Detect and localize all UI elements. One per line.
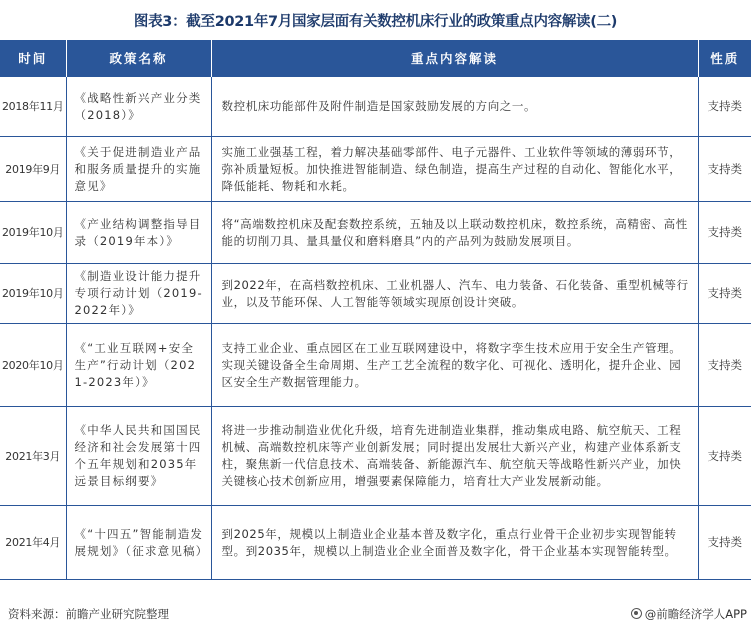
cell-key-content: 到2022年，在高档数控机床、工业机器人、汽车、电力装备、石化装备、重型机械等行业，以及节能环保、人工智能等领域实现原创设计突破。 [211,264,698,324]
cell-key-content: 数控机床功能部件及附件制造是国家鼓励发展的方向之一。 [211,77,698,137]
policy-table [0,40,751,580]
cell-time: 2019年10月 [0,264,66,324]
header-policy-name: 政策名称 [66,40,211,77]
cell-policy-name: 《产业结构调整指导目录（2019年本）》 [66,202,211,264]
header-time: 时间 [0,40,66,77]
table-row [0,407,751,506]
cell-key-content: 将进一步推动制造业优化升级，培育先进制造业集群，推动集成电路、航空航天、工程机械、高端数控机床等产业创新发展；同时提出发展壮大新兴产业，构建产业体系新支柱，聚焦新一代信息技术、高端装备、新能源汽车、航空航天等战略性新兴产业，加快关键核心技术创新应用，增强要素保障能力，培育壮大产业发展新动能。 [211,407,698,506]
table-row [0,324,751,407]
table-row [0,264,751,324]
cell-time: 2021年4月 [0,506,66,580]
cell-nature: 支持类 [698,324,751,407]
cell-time: 2018年11月 [0,77,66,137]
table-row [0,506,751,580]
header-nature: 性质 [698,40,751,77]
credit [631,606,747,622]
cell-time: 2021年3月 [0,407,66,506]
table-row [0,137,751,202]
table-header-row [0,40,751,77]
cell-policy-name: 《中华人民共和国国民经济和社会发展第十四个五年规划和2035年远景目标纲要》 [66,407,211,506]
chart-title: 图表3：截至2021年7月国家层面有关数控机床行业的政策重点内容解读(二) [133,13,618,30]
cell-key-content: 实施工业强基工程，着力解决基础零部件、电子元器件、工业软件等领域的薄弱环节，弥补质量短板。加快推进智能制造、绿色制造，提高生产过程的自动化、智能化水平，降低能耗、物耗和水耗。 [211,137,698,202]
cell-policy-name: 《“工业互联网+安全生产”行动计划（2021-2023年）》 [66,324,211,407]
cell-key-content: 支持工业企业、重点园区在工业互联网建设中，将数字孪生技术应用于安全生产管理。实现关键设备全生命周期、生产工艺全流程的数字化、可视化、透明化，提升企业、园区安全生产数据管理能力。 [211,324,698,407]
source-note: 资料来源：前瞻产业研究院整理 [8,607,169,621]
cell-nature: 支持类 [698,77,751,137]
cell-key-content: 到2025年，规模以上制造业企业基本普及数字化，重点行业骨干企业初步实现智能转型。到2035年，规模以上制造业企业全面普及数字化，骨干企业基本实现智能转型。 [211,506,698,580]
footer [0,600,751,631]
cell-nature: 支持类 [698,137,751,202]
cell-policy-name: 《战略性新兴产业分类（2018）》 [66,77,211,137]
cell-time: 2020年10月 [0,324,66,407]
cell-policy-name: 《制造业设计能力提升专项行动计划（2019-2022年）》 [66,264,211,324]
table-row [0,202,751,264]
cell-nature: 支持类 [698,506,751,580]
cell-policy-name: 《“十四五”智能制造发展规划》（征求意见稿） [66,506,211,580]
header-key-content: 重点内容解读 [211,40,698,77]
cell-time: 2019年10月 [0,202,66,264]
cell-time: 2019年9月 [0,137,66,202]
credit-text: @前瞻经济学人APP [644,607,747,621]
weibo-icon [631,608,642,619]
cell-nature: 支持类 [698,407,751,506]
table-row [0,77,751,137]
cell-policy-name: 《关于促进制造业产品和服务质量提升的实施意见》 [66,137,211,202]
cell-nature: 支持类 [698,264,751,324]
cell-nature: 支持类 [698,202,751,264]
cell-key-content: 将“高端数控机床及配套数控系统，五轴及以上联动数控机床，数控系统，高精密、高性能的切削刀具、量具量仪和磨料磨具”内的产品列为鼓励发展项目。 [211,202,698,264]
